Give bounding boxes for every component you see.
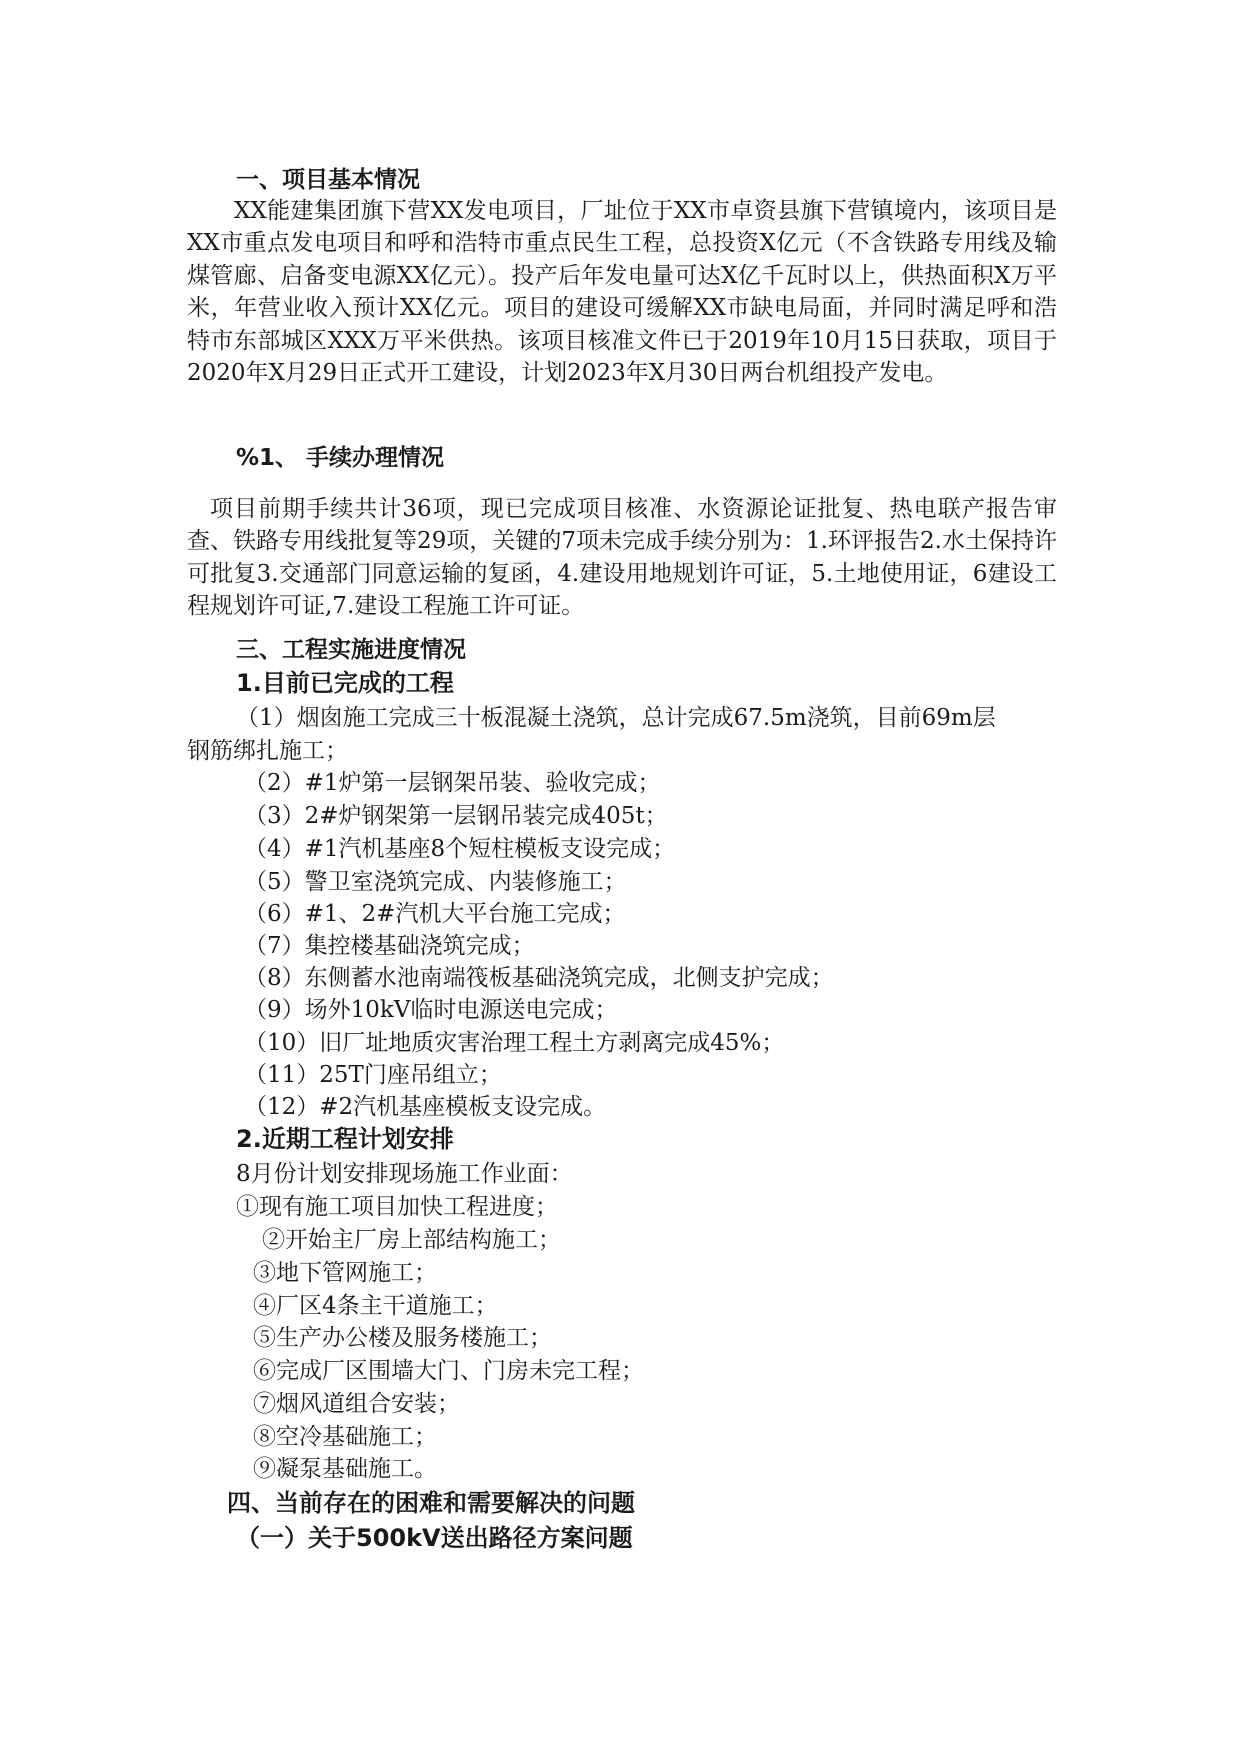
section-heading-basic-info: 一、项目基本情况 <box>236 167 420 193</box>
subsection-title-completed: 1.目前已完成的工程 <box>236 669 454 697</box>
list-item: （3）2#炉钢架第一层钢吊装完成405t； <box>244 803 668 829</box>
list-item: ⑨凝泵基础施工。 <box>253 1456 437 1482</box>
section-heading-progress: 三、工程实施进度情况 <box>236 637 466 663</box>
list-item: ④厂区4条主干道施工； <box>253 1293 498 1319</box>
subsection-title-plan: 2.近期工程计划安排 <box>236 1125 454 1153</box>
list-item: ⑦烟风道组合安装； <box>253 1391 460 1417</box>
section-paragraph-basic-info: XX能建集团旗下营XX发电项目，厂址位于XX市卓资县旗下营镇境内，该项目是XX市重点发电项目和呼和浩特市重点民生工程，总投资X亿元（不含铁路专用线及输煤管廊、启备变电源XX亿元）。投产后年发电量可达X亿千瓦时以上，供热面积X万平米，年营业收入预计XX亿元。项目的建设可缓解XX市缺电局面，并同时满足呼和浩特市东部城区XXX万平米供热。该项目核准文件已于2019年10月15日获取，项目于2020年X月29日正式开工建设，计划2023年X月30日两台机组投产发电。 <box>187 198 1057 387</box>
list-item: 钢筋绑扎施工； <box>187 738 348 764</box>
list-item: （4）#1汽机基座8个短柱模板支设完成； <box>244 836 676 862</box>
list-item: ③地下管网施工； <box>253 1260 437 1286</box>
list-item: ⑤生产办公楼及服务楼施工； <box>253 1325 552 1351</box>
list-item: （8）东侧蓄水池南端筏板基础浇筑完成，北侧支护完成； <box>244 965 834 991</box>
list-item: （5）警卫室浇筑完成、内装修施工； <box>244 869 627 895</box>
section-heading-procedures: %1、 手续办理情况 <box>236 445 445 471</box>
list-item: ②开始主厂房上部结构施工； <box>262 1227 561 1253</box>
list-item: （6）#1、2#汽机大平台施工完成； <box>244 901 626 927</box>
section-paragraph-procedures: 项目前期手续共计36项，现已完成项目核准、水资源论证批复、热电联产报告审查、铁路专用线批复等29项，关键的7项未完成手续分别为：1.环评报告2.水土保持许可批复3.交通部门同意运输的复函，4.建设用地规划许可证，5.土地使用证，6建设工程规划许可证,7.建设工程施工许可证。 <box>187 496 1057 620</box>
subsection-title-transmission: （一）关于500kV送出路径方案问题 <box>236 1524 633 1552</box>
section-heading-problems: 四、当前存在的困难和需要解决的问题 <box>227 1489 635 1517</box>
list-item: （2）#1炉第一层钢架吊装、验收完成； <box>244 770 661 796</box>
list-item: ①现有施工项目加快工程进度； <box>236 1194 558 1220</box>
list-item: （11）25T门座吊组立； <box>244 1062 502 1088</box>
plan-intro: 8月份计划安排现场施工作业面： <box>236 1161 573 1187</box>
list-item: ⑥完成厂区围墙大门、门房未完工程； <box>253 1358 644 1384</box>
list-item: ⑧空冷基础施工； <box>253 1424 437 1450</box>
list-item: （12）#2汽机基座模板支设完成。 <box>244 1094 607 1120</box>
list-item: （1）烟囱施工完成三十板混凝土浇筑，总计完成67.5m浇筑，目前69m层 <box>236 705 996 731</box>
list-item: （10）旧厂址地质灾害治理工程土方剥离完成45%； <box>244 1030 785 1056</box>
list-item: （7）集控楼基础浇筑完成； <box>244 933 535 959</box>
list-item: （9）场外10kV临时电源送电完成； <box>244 997 618 1023</box>
